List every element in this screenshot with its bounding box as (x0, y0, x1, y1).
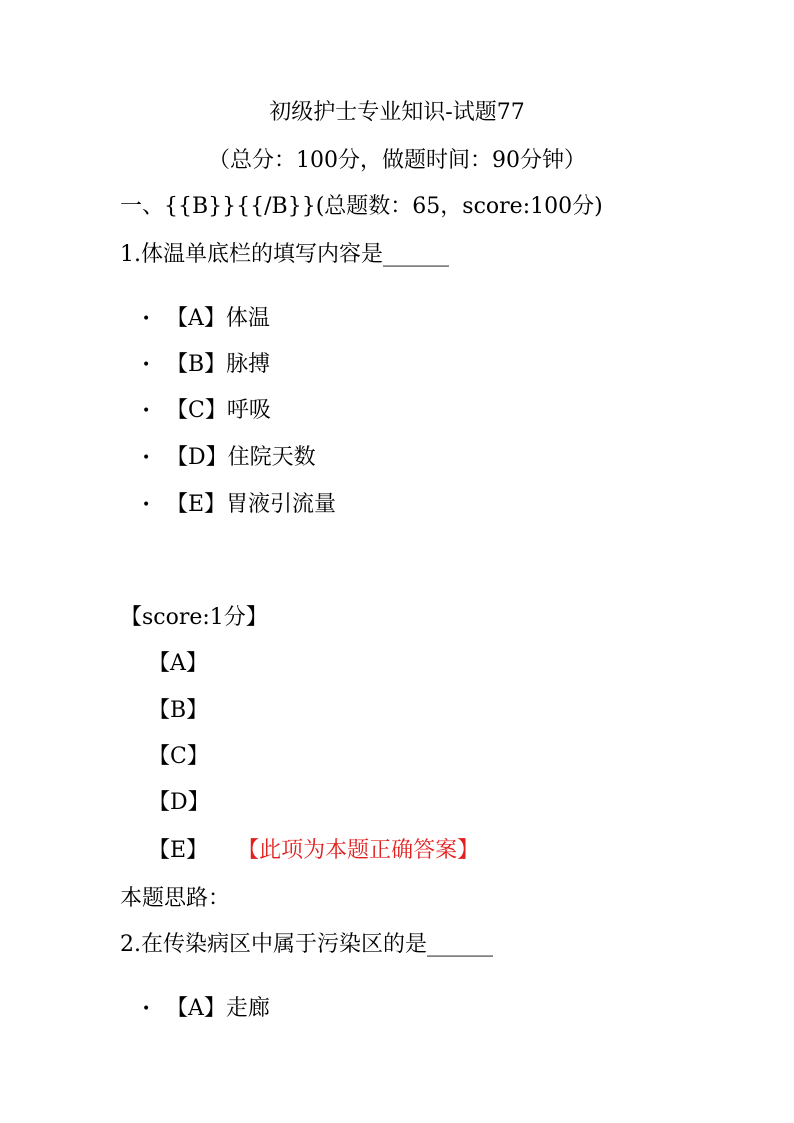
bullet-icon: • (142, 311, 151, 327)
option-text: 【A】走廊 (166, 996, 270, 1021)
option-text: 【A】体温 (166, 306, 270, 331)
bullet-icon: • (142, 357, 151, 373)
exam-subtitle: （总分：100分，做题时间：90分钟） (208, 148, 586, 173)
option-text: 【E】胃液引流量 (166, 492, 337, 517)
answer-letter: 【A】 (148, 651, 208, 676)
question-stem: 2.在传染病区中属于污染区的是______ (120, 932, 493, 957)
bullet-icon: • (142, 1001, 151, 1017)
option-item (142, 488, 336, 522)
exam-title: 初级护士专业知识-试题77 (269, 100, 525, 125)
answer-item (148, 647, 248, 681)
section-header: 一、{{B}}{{/B}}(总题数：65，score:100分) (120, 194, 603, 219)
correct-answer-note: 【此项为本题正确答案】 (248, 838, 480, 863)
answer-letter: 【C】 (148, 744, 209, 769)
answer-item (148, 834, 479, 868)
option-text: 【B】脉搏 (166, 352, 271, 377)
option-item (142, 394, 271, 428)
answer-item (148, 740, 249, 774)
option-item (142, 348, 270, 382)
bullet-icon: • (142, 450, 151, 466)
answer-letter: 【B】 (148, 698, 209, 723)
option-item (142, 302, 270, 336)
bullet-icon: • (142, 403, 151, 419)
explanation-label: 本题思路： (120, 886, 231, 911)
option-text: 【C】呼吸 (166, 398, 271, 423)
option-item (142, 441, 316, 475)
answer-item (148, 786, 250, 820)
score-label: 【score:1分】 (120, 605, 268, 630)
bullet-icon: • (142, 497, 151, 513)
option-text: 【D】住院天数 (166, 445, 316, 470)
question-stem: 1.体温单底栏的填写内容是______ (120, 242, 449, 267)
answer-letter: 【D】 (148, 790, 210, 815)
option-item (142, 992, 270, 1026)
answer-item (148, 694, 248, 728)
answer-letter: 【E】 (148, 838, 209, 863)
